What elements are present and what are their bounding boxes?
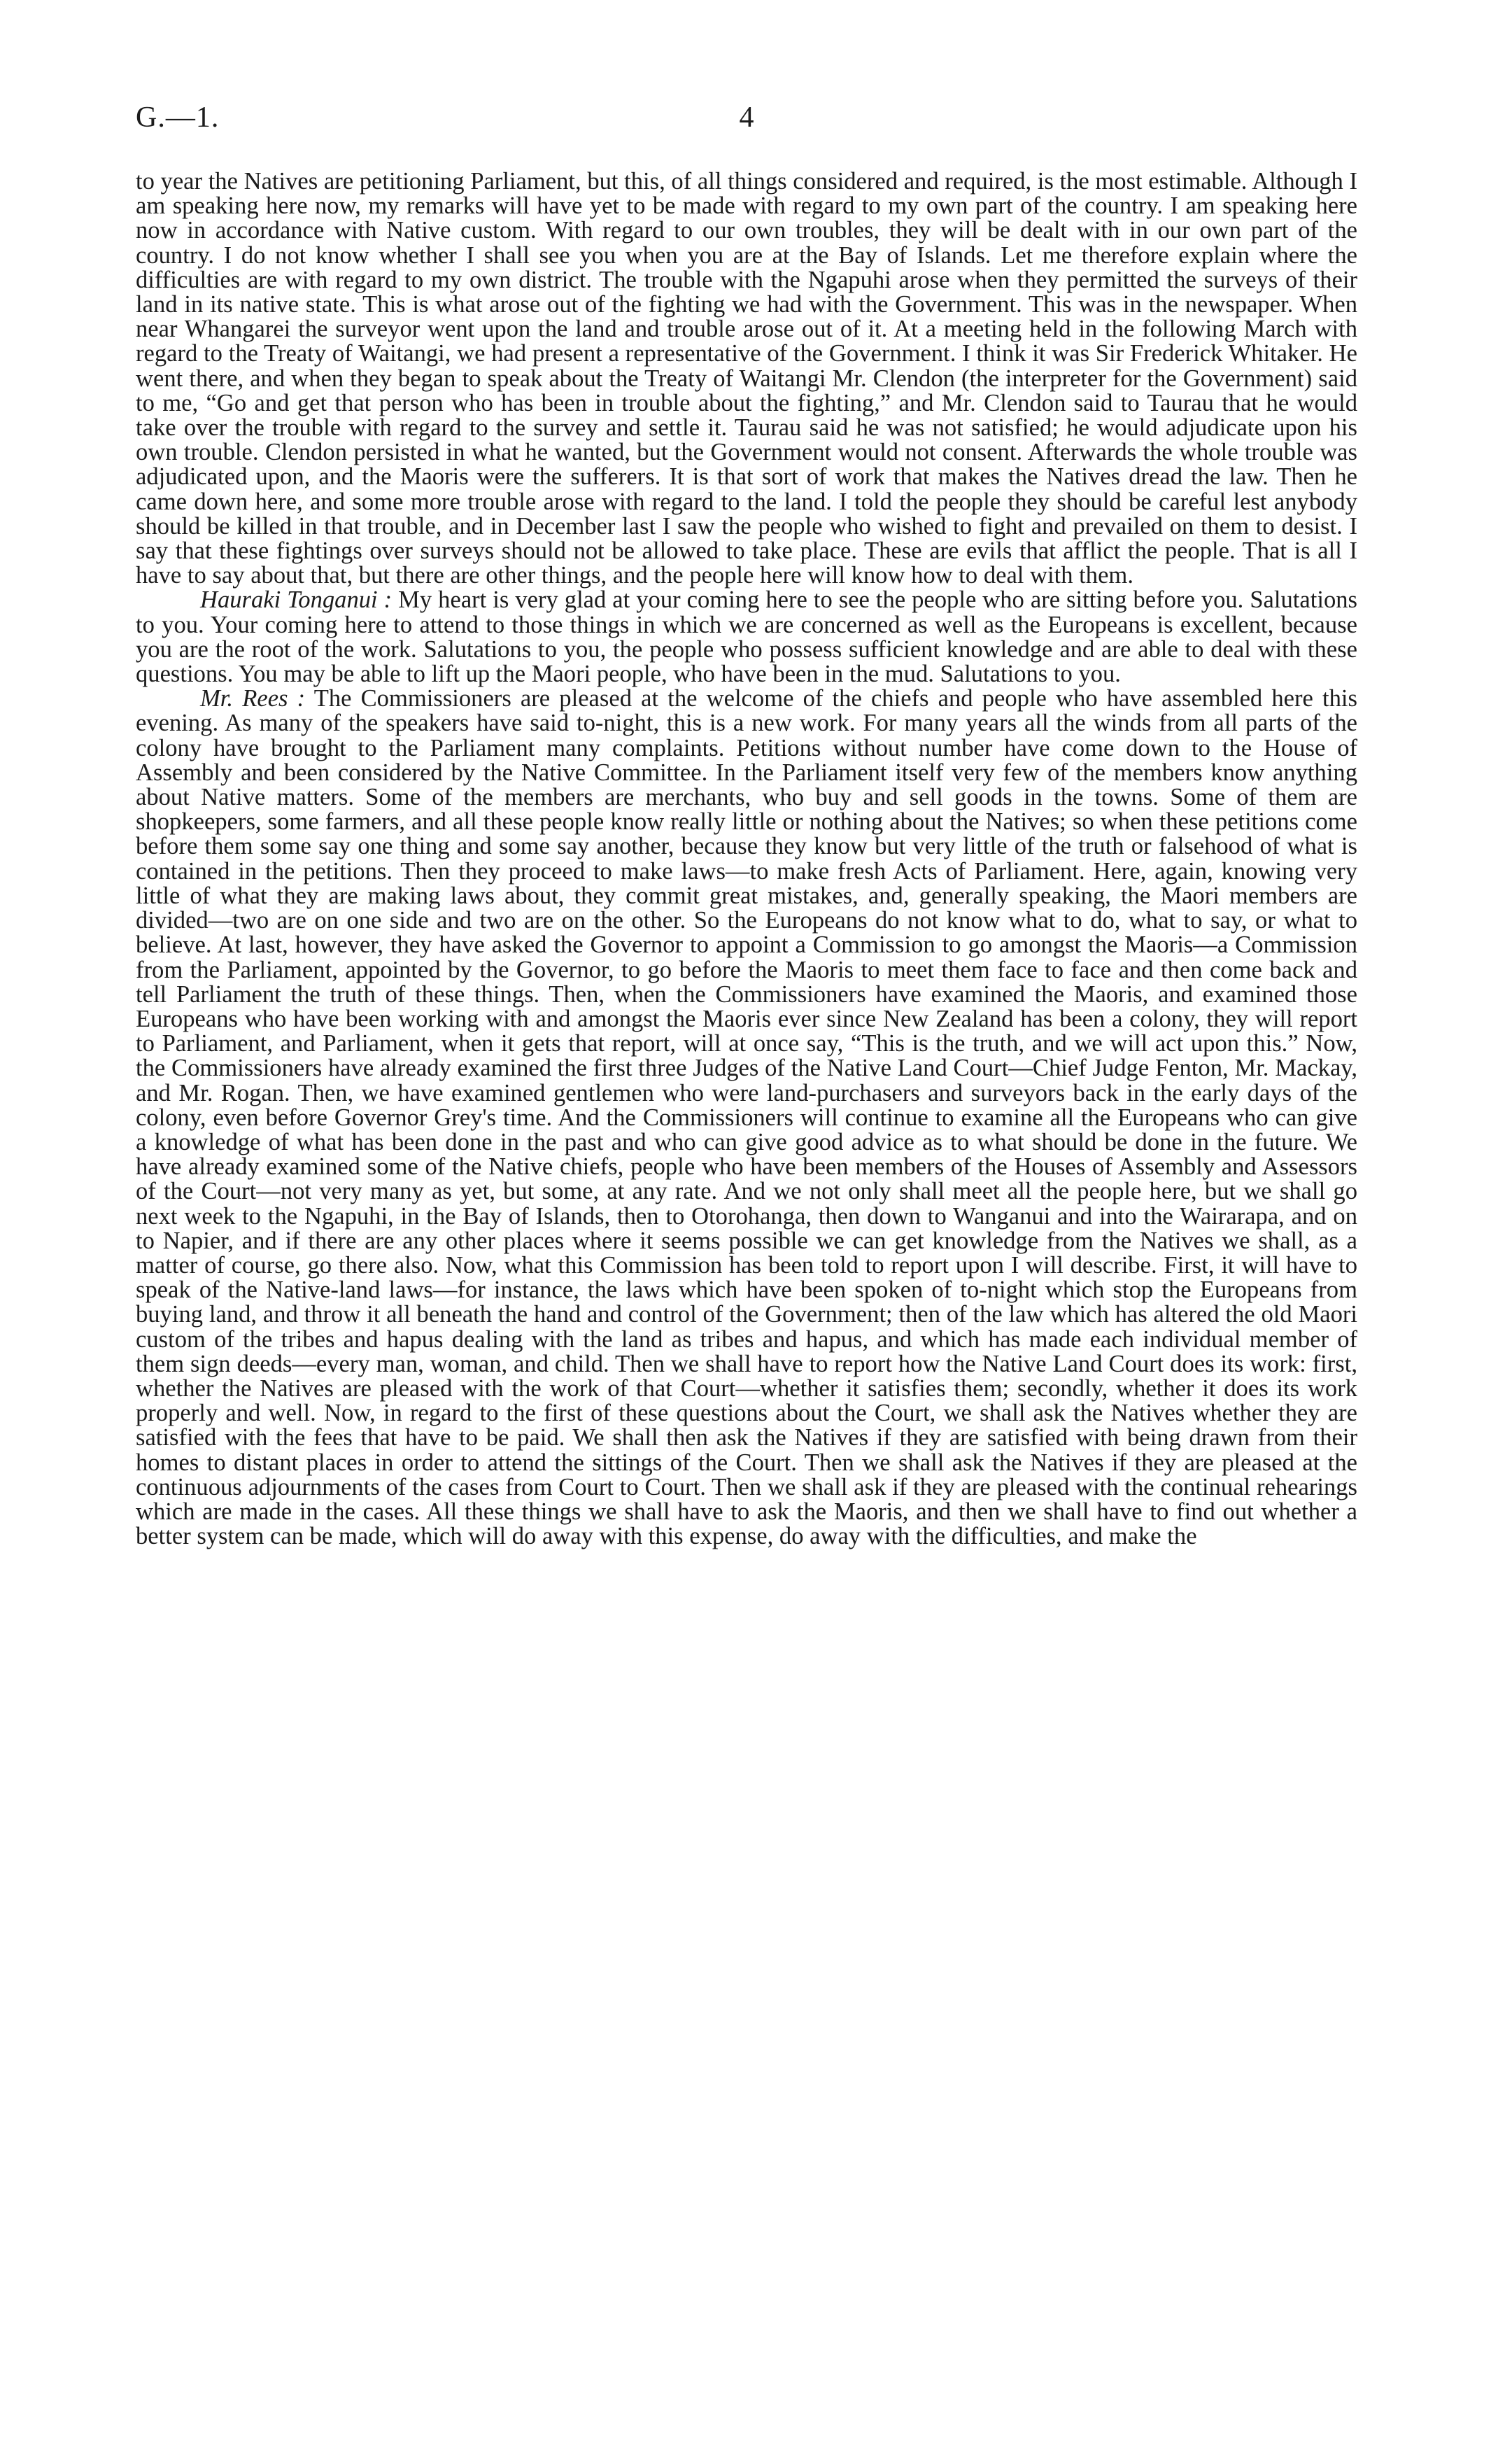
page-number: 4	[739, 101, 754, 134]
paper-reference: G.—1.	[136, 101, 220, 134]
paragraph-continuation	[136, 169, 1357, 588]
paragraph-text: My heart is very glad at your coming here to see the people who are sitting before you. Salutations to you. Your coming here to attend to those things in which we are concerned as well as the Europeans is excellent, because you are the root of the work. Salutations to you, the people who possess sufficient knowledge and are able to deal with these questions. You may be able to lift up the Maori people, who have been in the mud. Salutations to you.	[136, 586, 1357, 688]
page-header	[136, 101, 1357, 143]
speaker-name: Hauraki Tonganui :	[200, 586, 393, 614]
speaker-name: Mr. Rees :	[200, 685, 306, 712]
paragraph-mr-rees	[136, 687, 1357, 1549]
body-text	[136, 169, 1357, 1549]
paragraph-hauraki-tonganui	[136, 588, 1357, 687]
paragraph-text: to year the Natives are petitioning Parliament, but this, of all things considered and required, is the most estimable. Although I am speaking here now, my remarks will have yet to be made with regard to my own part of the country. I am speaking here now in accordance with Native custom. With regard to our own troubles, they will be dealt with in our own part of the country. I do not know whether I shall see you when you are at the Bay of Islands. Let me therefore explain where the difficulties are with regard to my own district. The trouble with the Ngapuhi arose when they permitted the surveys of their land in its native state. This is what arose out of the fighting we had with the Government. This was in the newspaper. When near Whangarei the surveyor went upon the land and trouble arose out of it. At a meeting held in the following March with regard to the Treaty of Waitangi, we had present a representative of the Government. I think it was Sir Frederick Whitaker. He went there, and when they began to speak about the Treaty of Waitangi Mr. Clendon (the interpreter for the Government) said to me, “Go and get that person who has been in trouble about the fighting,” and Mr. Clendon said to Taurau that he would take over the trouble with regard to the survey and settle it. Taurau said he was not satisfied; he would adjudicate upon his own trouble. Clendon persisted in what he wanted, but the Government would not consent. Afterwards the whole trouble was adjudicated upon, and the Maoris were the sufferers. It is that sort of work that makes the Natives dread the law. Then he came down here, and some more trouble arose with regard to the land. I told the people they should be careful lest anybody should be killed in that trouble, and in December last I saw the people who wished to fight and prevailed on them to desist. I say that these fightings over surveys should not be allowed to take place. These are evils that afflict the people. That is all I have to say about that, but there are other things, and the people here will know how to deal with them.	[136, 168, 1357, 589]
paragraph-text: The Commissioners are pleased at the welcome of the chiefs and people who have assembled here this evening. As many of the speakers have said to-night, this is a new work. For many years all the winds from all parts of the colony have brought to the Parliament many complaints. Petitions without number have come down to the House of Assembly and been considered by the Native Committee. In the Parliament itself very few of the members know anything about Native matters. Some of the members are merchants, who buy and sell goods in the towns. Some of them are shopkeepers, some farmers, and all these people know really little or nothing about the Natives; so when these petitions come before them some say one thing and some say another, because they know but very little of the truth or falsehood of what is contained in the petitions. Then they proceed to make laws—to make fresh Acts of Parliament. Here, again, knowing very little of what they are making laws about, they commit great mistakes, and, generally speaking, the Maori members are divided—two are on one side and two are on the other. So the Europeans do not know what to do, what to say, or what to believe. At last, however, they have asked the Governor to appoint a Commission to go amongst the Maoris—a Commission from the Parliament, appointed by the Governor, to go before the Maoris to meet them face to face and then come back and tell Parliament the truth of these things. Then, when the Commissioners have examined the Maoris, and examined those Europeans who have been working with and amongst the Maoris ever since New Zealand has been a colony, they will report to Parliament, and Parliament, when it gets that report, will at once say, “This is the truth, and we will act upon this.” Now, the Commissioners have already examined the first three Judges of the Native Land Court—Chief Judge Fenton, Mr. Mackay, and Mr. Rogan. Then, we have examined gentlemen who were land-purchasers and surveyors back in the early days of the colony, even before Governor Grey's time. And the Commissioners will continue to examine all the Europeans who can give a knowledge of what has been done in the past and who can give good advice as to what should be done in the future. We have already examined some of the Native chiefs, people who have been members of the Houses of Assembly and Assessors of the Court—not very many as yet, but some, at any rate. And we not only shall meet all the people here, but we shall go next week to the Ngapuhi, in the Bay of Islands, then to Otorohanga, then down to Wanganui and into the Wairarapa, and on to Napier, and if there are any other places where it seems possible we can get knowledge from the Natives we shall, as a matter of course, go there also. Now, what this Commission has been told to report upon I will describe. First, it will have to speak of the Native-land laws—for instance, the laws which have been spoken of to-night which stop the Europeans from buying land, and throw it all beneath the hand and control of the Government; then of the law which has altered the old Maori custom of the tribes and hapus dealing with the land as tribes and hapus, and which has made each individual member of them sign deeds—every man, woman, and child. Then we shall have to report how the Native Land Court does its work: first, whether the Natives are pleased with the work of that Court—whether it satisfies them; secondly, whether it does its work properly and well. Now, in regard to the first of these questions about the Court, we shall ask the Natives whether they are satisfied with the fees that have to be paid. We shall then ask the Natives if they are satisfied with being drawn from their homes to distant places in order to attend the sittings of the Court. Then we shall ask the Natives if they are pleased at the continuous adjournments of the cases from Court to Court. Then we shall ask if they are pleased with the continual rehearings which are made in the cases. All these things we shall have to ask the Maoris, and then we shall have to find out whether a better system can be made, which will do away with this expense, do away with the difficulties, and make the	[136, 685, 1357, 1550]
